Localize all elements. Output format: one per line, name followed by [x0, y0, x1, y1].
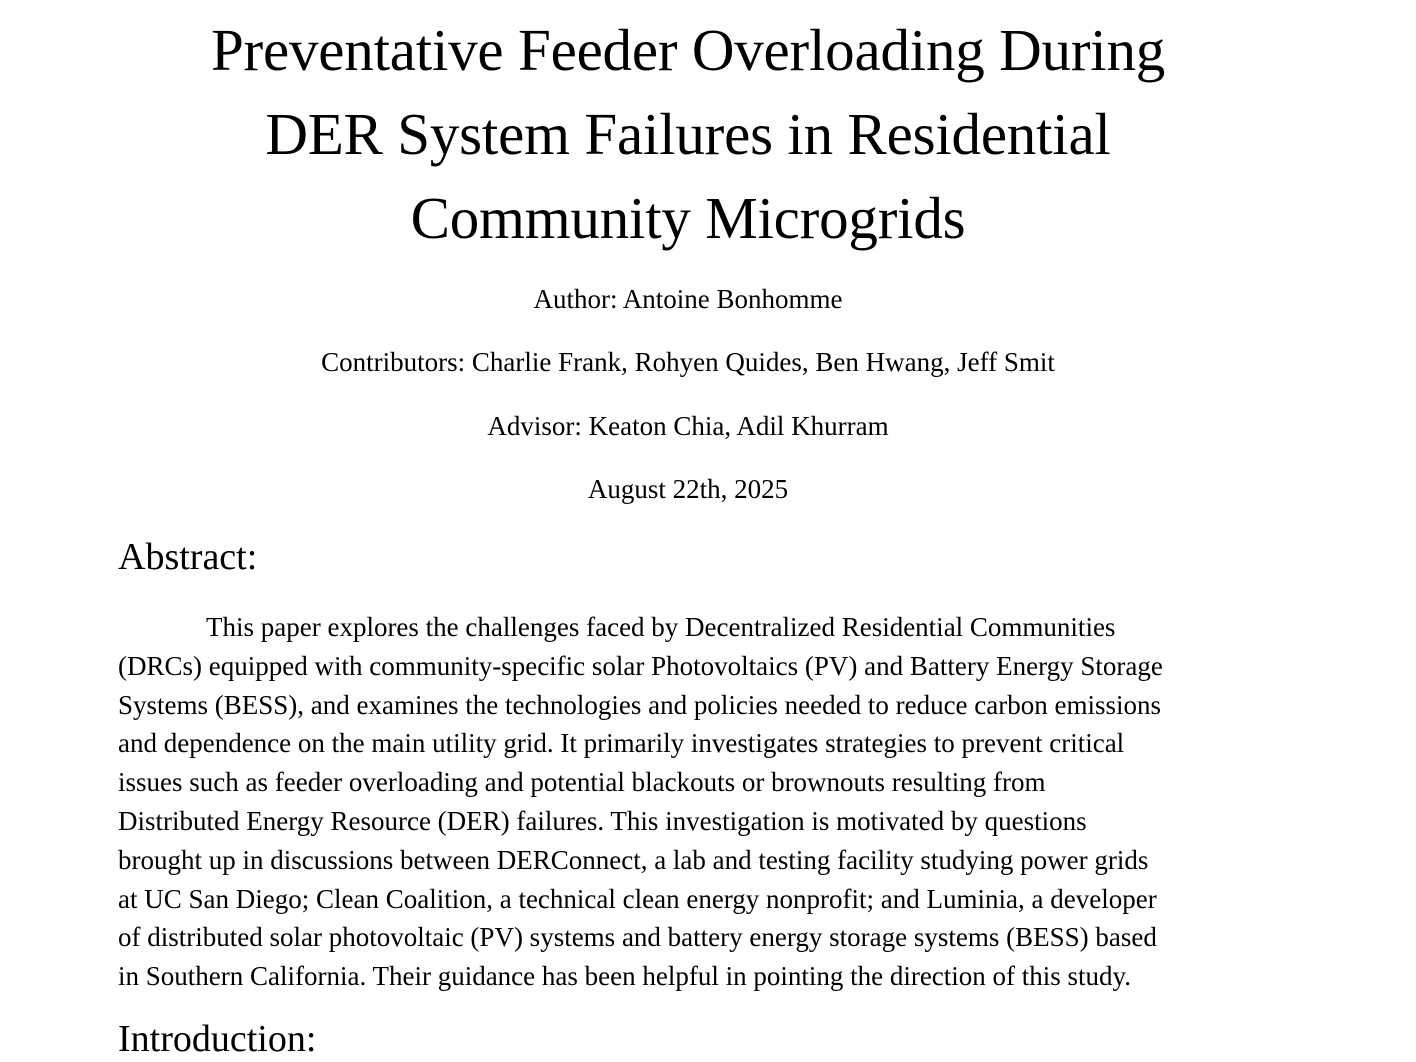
abstract-line: This paper explores the challenges faced by Decentralized Residential Communities: [206, 612, 1116, 642]
abstract-line: issues such as feeder overloading and potential blackouts or brownouts resulting from: [118, 767, 1046, 798]
title-line: Preventative Feeder Overloading During: [210, 17, 1166, 83]
introduction-heading: Introduction:: [118, 1018, 317, 1060]
title-line: Community Microgrids: [410, 185, 966, 251]
title-line: DER System Failures in Residential: [265, 101, 1111, 167]
date-line: August 22th, 2025: [587, 474, 789, 504]
abstract-line: (DRCs) equipped with community-specific solar Photovoltaics (PV) and Battery Energy Storage: [118, 650, 1163, 681]
abstract-line: and dependence on the main utility grid. It primarily investigates strategies to prevent critical: [118, 728, 1125, 759]
abstract-line: in Southern California. Their guidance has been helpful in pointing the direction of this study.: [118, 961, 1132, 992]
author-line: Author: Antoine Bonhomme: [533, 284, 843, 314]
abstract-paragraph: [118, 608, 1278, 996]
abstract-line: Distributed Energy Resource (DER) failures. This investigation is motivated by questions: [118, 805, 1087, 836]
abstract-line: brought up in discussions between DERConnect, a lab and testing facility studying power grids: [118, 844, 1149, 875]
abstract-heading: Abstract:: [118, 536, 258, 578]
abstract-line: Systems (BESS), and examines the technologies and policies needed to reduce carbon emissions: [118, 689, 1162, 720]
advisor-line: Advisor: Keaton Chia, Adil Khurram: [487, 411, 889, 441]
abstract-line: of distributed solar photovoltaic (PV) systems and battery energy storage systems (BESS) based: [118, 922, 1157, 953]
contributors-line: Contributors: Charlie Frank, Rohyen Quides, Ben Hwang, Jeff Smit: [321, 347, 1055, 377]
paper-title: [90, 8, 1286, 260]
abstract-line: at UC San Diego; Clean Coalition, a technical clean energy nonprofit; and Luminia, a developer: [118, 883, 1157, 914]
